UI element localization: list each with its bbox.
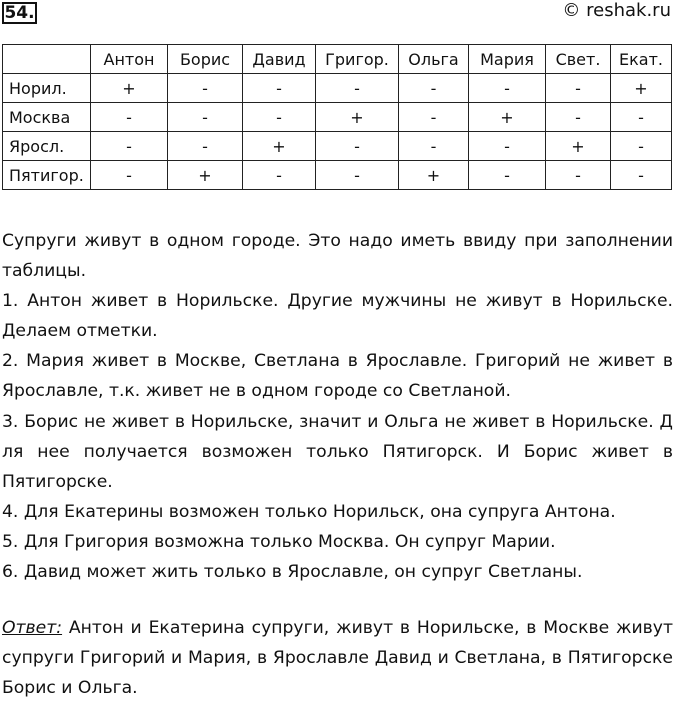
site-mark: © reshak.ru xyxy=(562,0,671,21)
table-cell: + xyxy=(611,74,672,103)
column-header: Мария xyxy=(469,45,546,74)
table-cell: + xyxy=(399,161,469,190)
step-paragraph: 6. Давид может жить только в Ярославле, он супруг Светланы. xyxy=(2,562,583,583)
column-header: Ольга xyxy=(399,45,469,74)
solution-text xyxy=(2,226,673,703)
column-header: Антон xyxy=(91,45,168,74)
table-cell: - xyxy=(611,132,672,161)
table-cell: + xyxy=(316,103,399,132)
column-header xyxy=(3,45,91,74)
answer-label: Ответ: xyxy=(2,618,63,639)
intro-paragraph: Супруги живут в одном городе. Это надо иметь ввиду при заполнении таблицы. xyxy=(2,231,673,282)
table-cell: - xyxy=(168,103,243,132)
row-city: Москва xyxy=(3,103,91,132)
table-cell: - xyxy=(469,74,546,103)
table-cell: - xyxy=(316,74,399,103)
column-header: Давид xyxy=(243,45,316,74)
step-paragraph: 1. Антон живет в Норильске. Другие мужчины не живут в Норильске. Делаем отметки. xyxy=(2,291,673,342)
table-cell: + xyxy=(243,132,316,161)
problem-number: 54. xyxy=(2,2,37,24)
table-cell: - xyxy=(546,103,611,132)
column-header: Свет. xyxy=(546,45,611,74)
table-cell: - xyxy=(243,74,316,103)
table-cell: - xyxy=(611,161,672,190)
table-cell: - xyxy=(399,74,469,103)
table-cell: + xyxy=(168,161,243,190)
table-cell: - xyxy=(546,74,611,103)
table-cell: - xyxy=(546,161,611,190)
table-header-row xyxy=(3,45,672,74)
step-paragraph: 3. Борис не живет в Норильске, значит и Ольга не живет в Норильске. Д ля нее получается возможен только Пятигорск. И Борис живет в Пятигорске. xyxy=(2,411,673,492)
table-cell: - xyxy=(168,74,243,103)
answer-paragraph xyxy=(2,613,673,703)
row-city: Яросл. xyxy=(3,132,91,161)
table-cell: - xyxy=(243,161,316,190)
column-header: Борис xyxy=(168,45,243,74)
table-cell: - xyxy=(168,132,243,161)
table-cell: - xyxy=(316,132,399,161)
solution-table xyxy=(2,44,672,190)
step-paragraph: 5. Для Григория возможна только Москва. Он супруг Марии. xyxy=(2,531,556,552)
table-cell: - xyxy=(399,132,469,161)
table-cell: - xyxy=(91,132,168,161)
column-header: Екат. xyxy=(611,45,672,74)
column-header: Григор. xyxy=(316,45,399,74)
table-cell: - xyxy=(316,161,399,190)
table-row xyxy=(3,74,672,103)
table-cell: + xyxy=(91,74,168,103)
table-cell: - xyxy=(399,103,469,132)
table-row xyxy=(3,103,672,132)
table-row xyxy=(3,161,672,190)
row-city: Норил. xyxy=(3,74,91,103)
step-paragraph: 2. Мария живет в Москве, Светлана в Ярославле. Григорий не живет в Ярославле, т.к. живет не в одном городе со Светланой. xyxy=(2,351,673,402)
table-cell: + xyxy=(469,103,546,132)
table-cell: + xyxy=(546,132,611,161)
step-paragraph: 4. Для Екатерины возможен только Норильск, она супруга Антона. xyxy=(2,501,616,522)
table-cell: - xyxy=(91,103,168,132)
table-cell: - xyxy=(611,103,672,132)
answer-text: Антон и Екатерина супруги, живут в Норильске, в Москве живут супруги Григорий и Мария, в Ярославле Давид и Светлана, в Пятигорске Борис и Ольга. xyxy=(2,618,673,699)
table-row xyxy=(3,132,672,161)
table-cell: - xyxy=(469,161,546,190)
table-cell: - xyxy=(91,161,168,190)
row-city: Пятигор. xyxy=(3,161,91,190)
table-cell: - xyxy=(243,103,316,132)
table-cell: - xyxy=(469,132,546,161)
